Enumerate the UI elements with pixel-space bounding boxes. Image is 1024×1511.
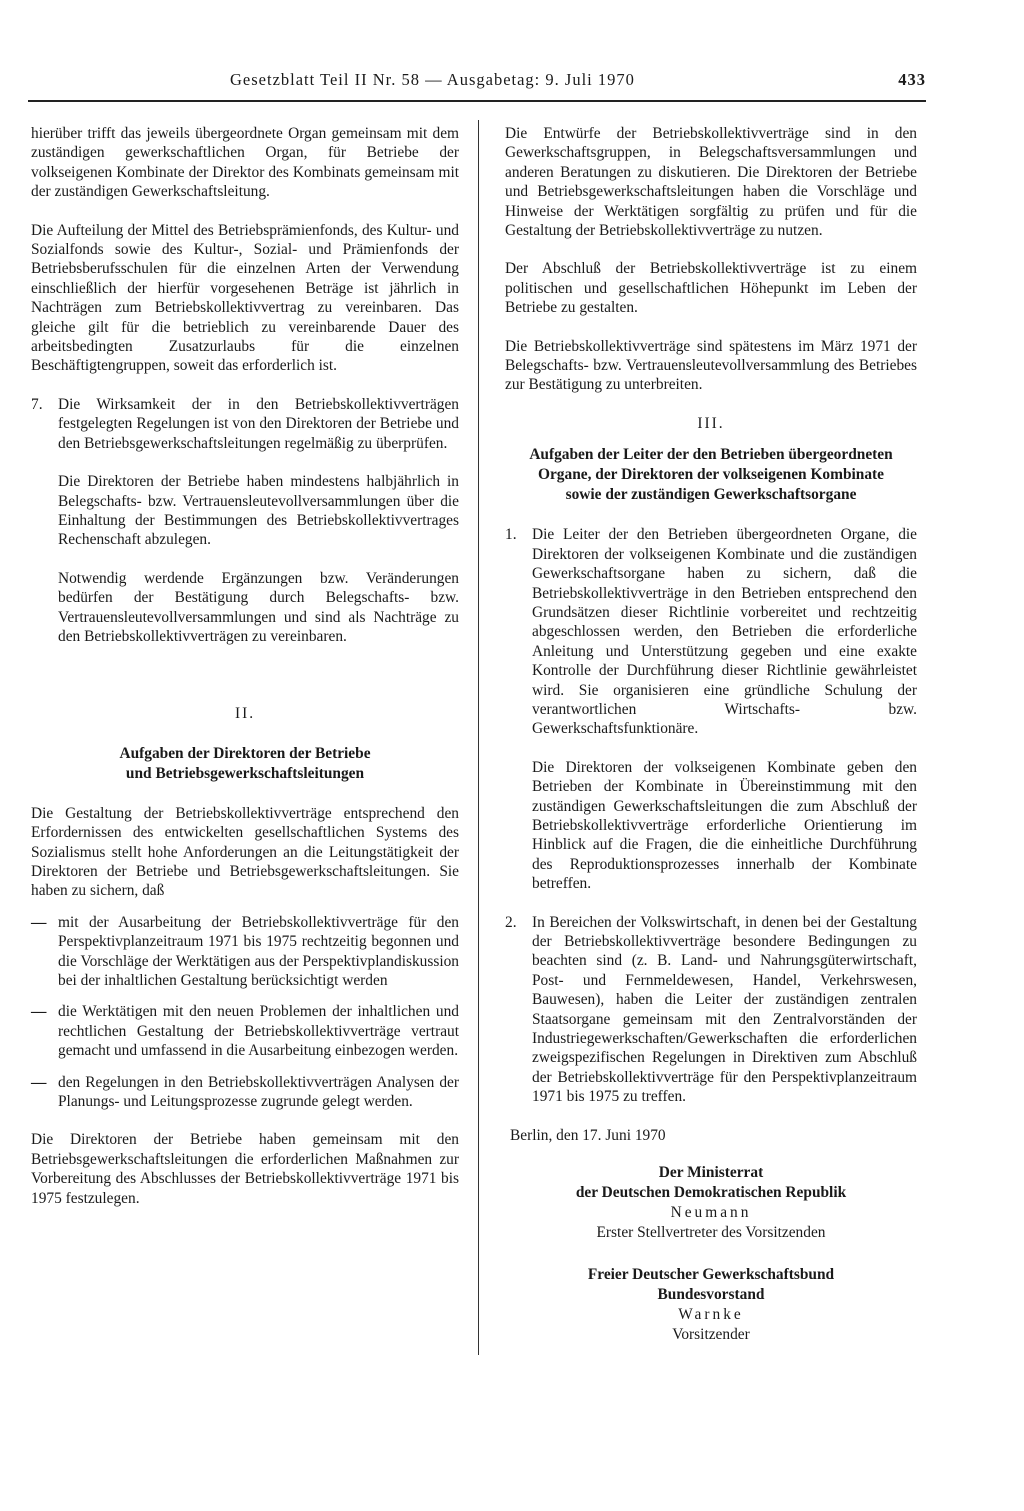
place-date: Berlin, den 17. Juni 1970 bbox=[510, 1126, 666, 1144]
signatory-org: der Deutschen Demokratischen Republik bbox=[575, 1184, 847, 1202]
heading-line: Organe, der Direktoren der volkseigenen Kombinate bbox=[538, 466, 884, 484]
numbered-item-2 bbox=[505, 913, 917, 1107]
paragraph: Die Gestaltung der Betriebskollektivverträge entsprechend den Erfordernissen des entwickelten gesellschaftlichen Systems des Sozialismus stellt hohe Anforderungen an die Leitungstätigkeit der Direktoren der Betriebe und Betriebsgewerkschaftsleitungen. Sie haben zu sichern, daß bbox=[31, 804, 459, 900]
section-number: II. bbox=[234, 705, 256, 723]
paragraph: Die Direktoren der volkseigenen Kombinate geben den Betrieben der Kombinate in Übereinstimmung mit den zuständigen Gewerkschaftsleitungen die zum Abschluß der Betriebskollektivverträge erforderliche Orientierung im Hinblick auf die Fragen, die die einheitliche Durchführung des Reproduktionsprozesses innerhalb der Kombinate betreffen. bbox=[532, 758, 917, 893]
paragraph: Die Direktoren der Betriebe haben mindestens halbjährlich in Belegschafts- bzw. Vertrauensleutevollversammlungen über die Einhaltung der Bestimmungen des Betriebskollektivvertrages Rechenschaft abzulegen. bbox=[58, 473, 459, 549]
column-divider bbox=[478, 120, 479, 1355]
page-header bbox=[28, 66, 926, 102]
left-column bbox=[31, 124, 459, 1227]
paragraph: Die Aufteilung der Mittel des Betriebsprämienfonds, des Kultur- und Sozialfonds sowie des Kultur-, Sozial- und Prämienfonds der Betriebsberufsschulen für die einzelnen Arten der Verwendung einschließlich der hierfür vorgesehenen Beträge ist jährlich in Nachträgen zum Betriebskollektivvertrag zu vereinbaren. Das gleiche gilt für die betrieblich zu vereinbarende Dauer des arbeitsbedingten Zusatzurlaubs für die einzelnen Beschäftigtengruppen, soweit das erforderlich ist. bbox=[31, 221, 459, 375]
paragraph: hierüber trifft das jeweils übergeordnete Organ gemeinsam mit dem zuständigen gewerkschaftlichen Organ, für Betriebe der volkseigenen Kombinate der Direktor des Kombinats gemeinsam mit der zuständigen Gewerkschaftsleitung. bbox=[31, 125, 459, 201]
gazette-title: Gesetzblatt Teil II Nr. 58 — Ausgabetag: 9. Juli 1970 bbox=[230, 70, 635, 89]
list-item bbox=[31, 913, 459, 991]
heading-line: sowie der zuständigen Gewerkschaftsorgane bbox=[565, 486, 857, 504]
signatory-org: Freier Deutscher Gewerkschaftsbund bbox=[587, 1266, 835, 1284]
paragraph: Notwendig werdende Ergänzungen bzw. Veränderungen bedürfen der Bestätigung durch Belegschafts- bzw. Vertrauensleutevollversammlungen und sind als Nachträge zu den Betriebskollektivverträgen zu vereinbaren. bbox=[58, 569, 459, 645]
section-heading bbox=[31, 744, 459, 784]
paragraph: In Bereichen der Volkswirtschaft, in denen bei der Gestaltung der Betriebskollektivverträge besondere Bedingungen zu beachten sind (z. B. Land- und Nahrungsgüterwirtschaft, Post- und Fernmeldewesen, Handel, Verkehrswesen, Bauwesen), haben die Leiter der zuständigen zentralen Staatsorgane gemeinsam mit den Zentralvorständen der Industriegewerkschaften/Gewerkschaften die erforderlichen zweigspezifischen Regelungen in Direktiven zum Abschluß der Betriebskollektivverträge für den Perspektivplanzeitraum 1971 bis 1975 zu treffen. bbox=[532, 913, 917, 1106]
numbered-item-1 bbox=[505, 525, 917, 893]
signatory-name: Neumann bbox=[670, 1204, 752, 1222]
paragraph: Die Betriebskollektivverträge sind spätestens im März 1971 der Belegschafts- bzw. Vertrauensleutevollversammlung des Betriebes zur Bestätigung zu unterbreiten. bbox=[505, 337, 917, 394]
paragraph: Die Leiter der den Betrieben übergeordneten Organe, die Direktoren der volkseigenen Kombinate und die zuständigen Gewerkschaftsorgane haben zu sichern, daß die Betriebskollektivverträge in den Betrieben entsprechend den Grundsätzen dieser Richtlinie vorbereitet und rechtzeitig abgeschlossen werden, den Betrieben die erforderliche Anleitung und Unterstützung gegeben und eine exakte Kontrolle der Durchführung dieser Richtlinie gewährleistet wird. Sie organisieren eine gründliche Schulung der verantwortlichen Wirtschafts- bzw. Gewerkschaftsfunktionäre. bbox=[532, 526, 917, 738]
signatory-org: Der Ministerrat bbox=[658, 1164, 764, 1182]
list-item-text: mit der Ausarbeitung der Betriebskollektivverträge für den Perspektivplanzeitraum 1971 bis 1975 rechtzeitig begonnen und die Vorschläge der Werktätigen aus der Perspektivplandiskussion bei der inhaltlichen Gestaltung berücksichtigt werden bbox=[58, 913, 459, 989]
right-column bbox=[505, 124, 917, 1367]
dash-bullet: — bbox=[31, 1003, 47, 1021]
signatory-role: Vorsitzender bbox=[672, 1326, 750, 1344]
item-number: 1. bbox=[505, 526, 517, 544]
list-item bbox=[31, 1002, 459, 1060]
list-item-text: den Regelungen in den Betriebskollektivverträgen Analysen der Planungs- und Leitungsprozesse zugrunde gelegt werden. bbox=[58, 1073, 459, 1111]
paragraph: Die Wirksamkeit der in den Betriebskollektivverträgen festgelegten Regelungen ist von den Direktoren der Betriebe und den Betriebsgewerkschaftsleitungen regelmäßig zu überprüfen. bbox=[58, 395, 459, 452]
numbered-item-7 bbox=[31, 395, 459, 646]
signature-block bbox=[505, 1163, 917, 1243]
list-item bbox=[31, 1073, 459, 1112]
item-number: 7. bbox=[31, 395, 43, 413]
dash-bullet: — bbox=[31, 913, 47, 931]
heading-line: Aufgaben der Leiter der den Betrieben übergeordneten bbox=[529, 446, 893, 464]
paragraph: Der Abschluß der Betriebskollektivverträge ist zu einem politischen und gesellschaftlichen Höhepunkt im Leben der Betriebe zu gestalten. bbox=[505, 260, 917, 317]
section-heading bbox=[505, 445, 917, 505]
heading-line: und Betriebsgewerkschaftsleitungen bbox=[125, 764, 365, 782]
signatory-name: Warnke bbox=[678, 1306, 744, 1324]
signature-block bbox=[505, 1265, 917, 1345]
page-number: 433 bbox=[898, 70, 926, 89]
section-number: III. bbox=[697, 414, 725, 432]
signatory-org: Bundesvorstand bbox=[657, 1286, 765, 1304]
paragraph: Die Direktoren der Betriebe haben gemeinsam mit den Betriebsgewerkschaftsleitungen die erforderlichen Maßnahmen zur Vorbereitung des Abschlusses der Betriebskollektivverträge 1971 bis 1975 festzulegen. bbox=[31, 1131, 459, 1207]
item-number: 2. bbox=[505, 913, 517, 931]
paragraph: Die Entwürfe der Betriebskollektivverträge sind in den Gewerkschaftsgruppen, in Belegschaftsversammlungen und anderen Beratungen zu diskutieren. Die Direktoren der Betriebe und Betriebsgewerkschaftsleitungen haben die Vorschläge und Hinweise der Werktätigen sorgfältig zu prüfen und für die Gestaltung der Betriebskollektivverträge zu nutzen. bbox=[505, 125, 917, 240]
dash-bullet: — bbox=[31, 1073, 47, 1091]
heading-line: Aufgaben der Direktoren der Betriebe bbox=[119, 744, 371, 762]
signatory-role: Erster Stellvertreter des Vorsitzenden bbox=[596, 1224, 826, 1242]
list-item-text: die Werktätigen mit den neuen Problemen der inhaltlichen und rechtlichen Gestaltung der Betriebskollektivverträge vertraut gemacht und umfassend in die Ausarbeitung einbezogen werden. bbox=[58, 1003, 459, 1060]
